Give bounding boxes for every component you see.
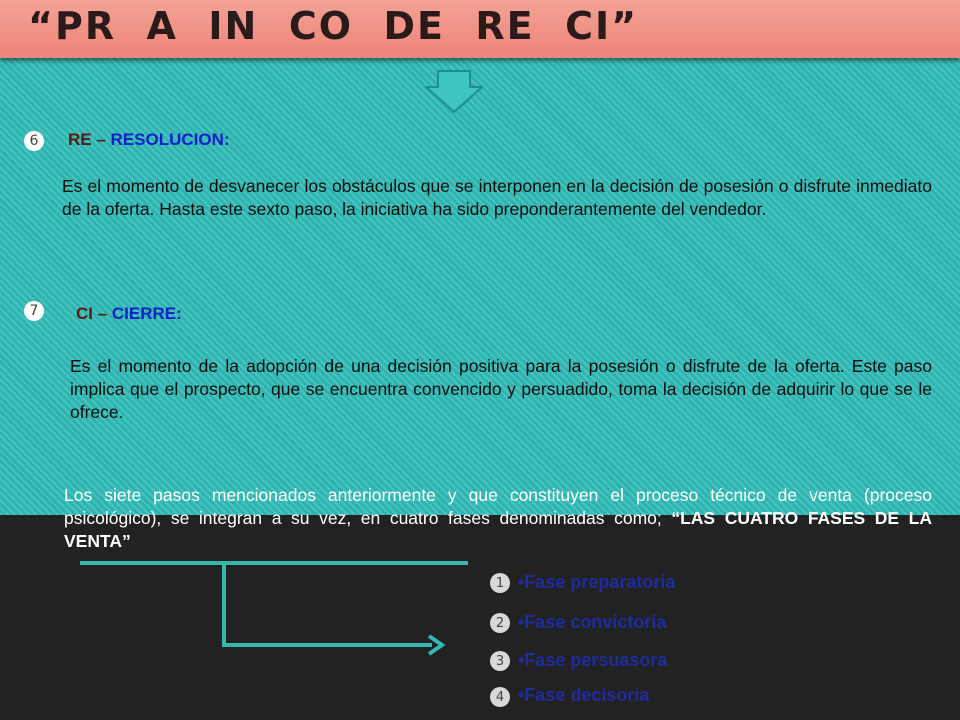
phase-number-3: 3 <box>490 651 510 671</box>
step-description-cierre: Es el momento de la adopción de una decisión positiva para la posesión o disfrute de la oferta. Este paso implica que el prospecto, que se encuentra convencido y persuadido, toma la decisión de adquirir lo que se le ofrece. <box>70 356 932 422</box>
underline-connector <box>80 561 468 565</box>
step-description-resolucion: Es el momento de desvanecer los obstáculos que se interponen en la decisión de posesión o disfrute inmediato de la oferta. Hasta este sexto paso, la iniciativa ha sido preponderantemente del vendedor. <box>62 176 932 219</box>
phase-number-2: 2 <box>490 613 510 633</box>
horizontal-connector <box>222 643 432 647</box>
step-name: RESOLUCION: <box>110 130 230 149</box>
phase-decisoria: •Fase decisoria <box>518 685 650 705</box>
step-number-6: 6 <box>24 131 44 151</box>
phase-number-4: 4 <box>490 687 510 707</box>
vertical-connector <box>222 561 226 647</box>
step-name: CIERRE: <box>111 304 182 323</box>
step-abbr: CI <box>76 304 93 323</box>
phase-number-1: 1 <box>490 573 510 593</box>
summary-paragraph <box>64 484 932 553</box>
step-abbr: RE <box>68 130 92 149</box>
step-number-7: 7 <box>24 301 44 321</box>
phase-convictoria: •Fase convictoria <box>518 612 667 632</box>
step-heading-cierre <box>76 304 182 324</box>
phase-preparatoria: •Fase preparatoria <box>518 572 676 592</box>
summary-text: Los siete pasos mencionados anteriormente y que constituyen el proceso técnico de venta (proceso psicológico), se integran a su vez, en cuatro fases denominadas como; <box>64 485 932 528</box>
slide-title: “PR A IN CO DE RE CI” <box>28 4 639 48</box>
down-arrow-icon <box>424 70 484 114</box>
title-bar <box>0 0 960 58</box>
summary-emphasis: “LAS CUATRO FASES DE LA VENTA” <box>64 508 932 551</box>
connector-arrowhead-icon <box>426 634 446 656</box>
step-heading-resolucion <box>68 130 230 150</box>
step-dash: – <box>93 304 112 323</box>
phase-persuasora: •Fase persuasora <box>518 650 668 670</box>
step-dash: – <box>91 130 111 149</box>
